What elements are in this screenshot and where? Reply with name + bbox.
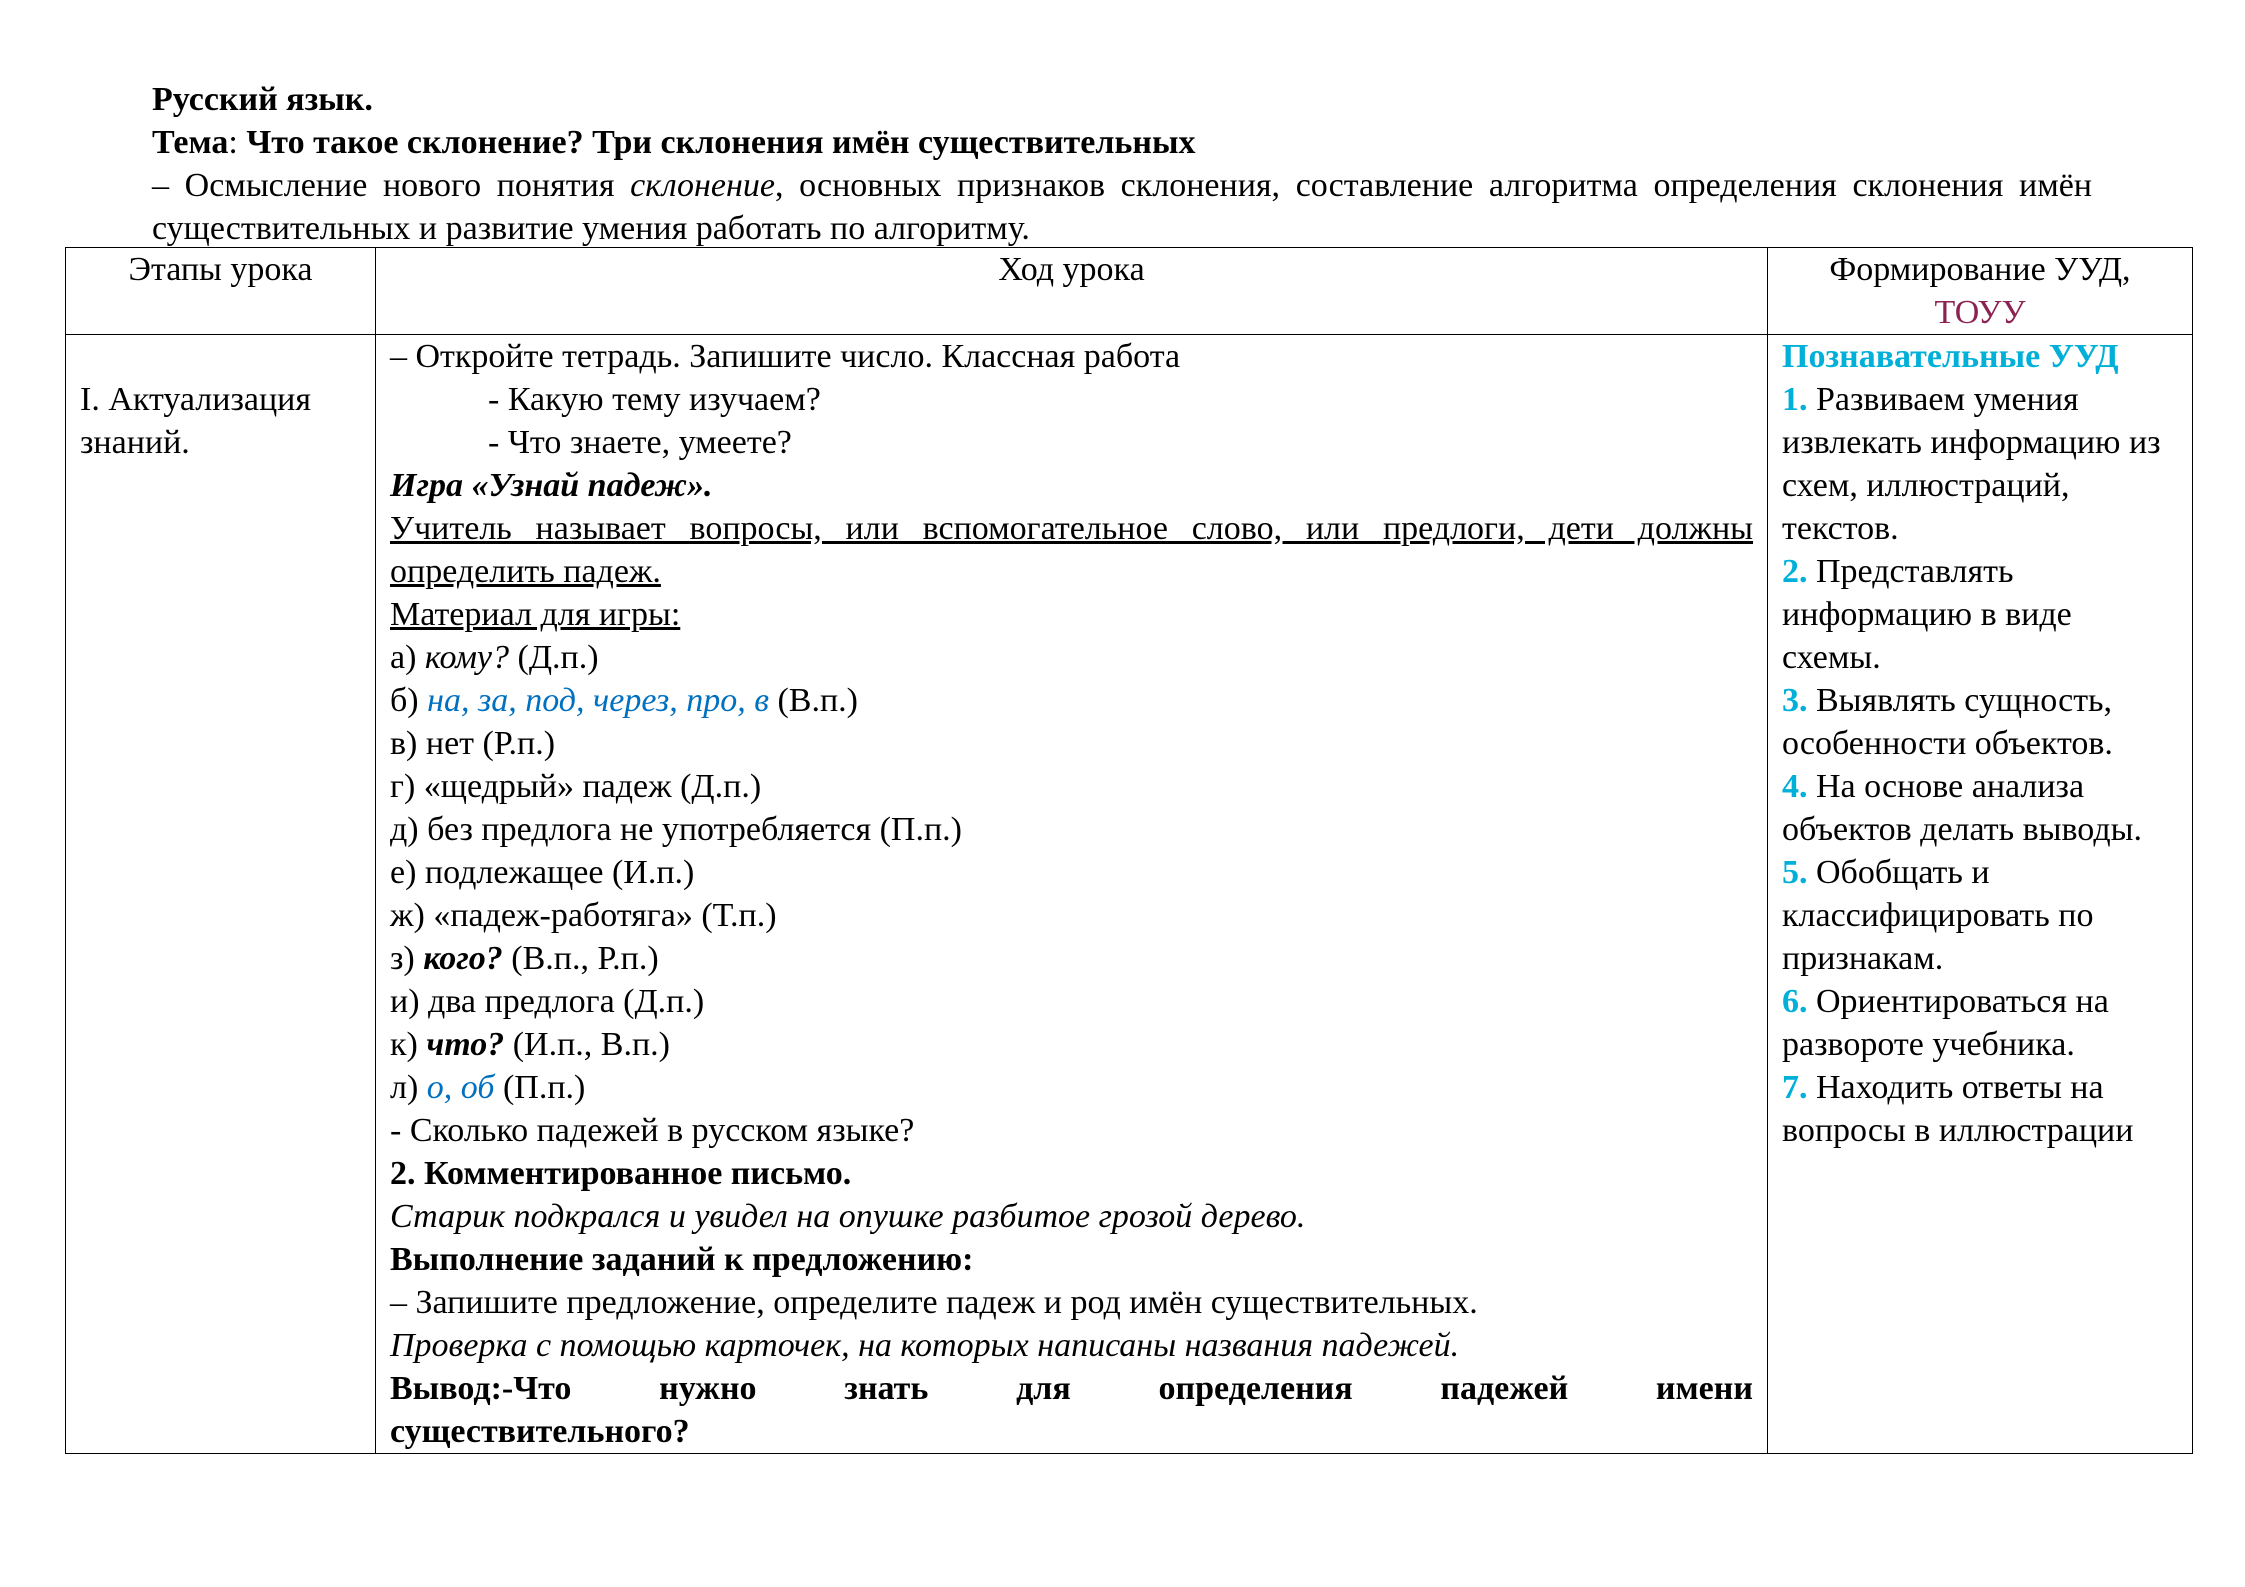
conclusion-line: Вывод:-Что нужно знать для определения падежей имени: [390, 1370, 1753, 1407]
course-cell: [376, 335, 1768, 1454]
subject-line: Русский язык.: [152, 81, 373, 118]
list-item: 1. Развиваем умения извлекать информацию из схем, иллюстраций, текстов.: [1782, 381, 2161, 547]
teacher-note: Учитель называет вопросы, или вспомогательное слово, или предлоги, дети должны определить падеж.: [390, 510, 1753, 590]
list-item: к) что? (И.п., В.п.): [390, 1026, 670, 1063]
example-sentence: Старик подкрался и увидел на опушке разбитое грозой дерево.: [390, 1198, 1306, 1235]
touu-label: ТОУУ: [1934, 294, 2026, 331]
goal-term: склонение: [630, 167, 775, 204]
course-line: – Откройте тетрадь. Запишите число. Классная работа: [390, 338, 1181, 375]
list-item: д) без предлога не употребляется (П.п.): [390, 811, 962, 848]
uud-title: Познавательные УУД: [1782, 338, 2119, 375]
header-uud: Формирование УУД, ТОУУ: [1768, 248, 2193, 335]
lesson-table: [65, 247, 2193, 1454]
header-stages: Этапы урока: [66, 248, 376, 335]
conclusion-end: существительного?: [390, 1413, 690, 1450]
list-item: з) кого? (В.п., Р.п.): [390, 940, 659, 977]
list-item: и) два предлога (Д.п.): [390, 983, 705, 1020]
stage-cell: I. Актуализация знаний.: [66, 335, 376, 1454]
header-course: Ход урока: [376, 248, 1768, 335]
goal-before: – Осмысление нового понятия: [152, 167, 631, 204]
topic-label: Тема: [152, 124, 229, 161]
list-item: б) на, за, под, через, про, в (В.п.): [390, 682, 859, 719]
document-header: [152, 78, 2092, 250]
list-item: л) о, об (П.п.): [390, 1069, 586, 1106]
topic-line: Тема: Что такое склонение? Три склонения имён существительных: [152, 124, 1196, 161]
list-item: 2. Представлять информацию в виде схемы.: [1782, 553, 2072, 676]
list-item: ж) «падеж-работяга» (Т.п.): [390, 897, 777, 934]
cases-question: - Сколько падежей в русском языке?: [390, 1112, 915, 1149]
material-heading: Материал для игры:: [390, 596, 681, 633]
table-row: [66, 335, 2193, 1454]
check-line: Проверка с помощью карточек, на которых написаны названия падежей.: [390, 1327, 1460, 1364]
list-item: в) нет (Р.п.): [390, 725, 556, 762]
list-item: е) подлежащее (И.п.): [390, 854, 695, 891]
course-line: - Что знаете, умеете?: [488, 424, 792, 461]
list-item: 6. Ориентироваться на развороте учебника.: [1782, 983, 2109, 1063]
goal-paragraph: [152, 164, 2092, 250]
topic-title: Что такое склонение? Три склонения имён существительных: [246, 124, 1196, 161]
list-item: 4. На основе анализа объектов делать выводы.: [1782, 768, 2142, 848]
table-header-row: [66, 248, 2193, 335]
list-item: 3. Выявлять сущность, особенности объектов.: [1782, 682, 2113, 762]
uud-cell: [1768, 335, 2193, 1454]
task-line: – Запишите предложение, определите падеж и род имён существительных.: [390, 1284, 1478, 1321]
list-item: а) кому? (Д.п.): [390, 639, 599, 676]
commented-title: 2. Комментированное письмо.: [390, 1155, 852, 1192]
course-line: - Какую тему изучаем?: [488, 381, 821, 418]
list-item: 7. Находить ответы на вопросы в иллюстрации: [1782, 1069, 2134, 1149]
list-item: г) «щедрый» падеж (Д.п.): [390, 768, 762, 805]
game-title: Игра «Узнай падеж».: [390, 467, 713, 504]
tasks-title: Выполнение заданий к предложению:: [390, 1241, 974, 1278]
goal-after: , основных признаков склонения, составление алгоритма определения склонения имён существительных и развитие умения работать по алгоритму.: [152, 167, 2092, 247]
list-item: 5. Обобщать и классифицировать по признакам.: [1782, 854, 2094, 977]
